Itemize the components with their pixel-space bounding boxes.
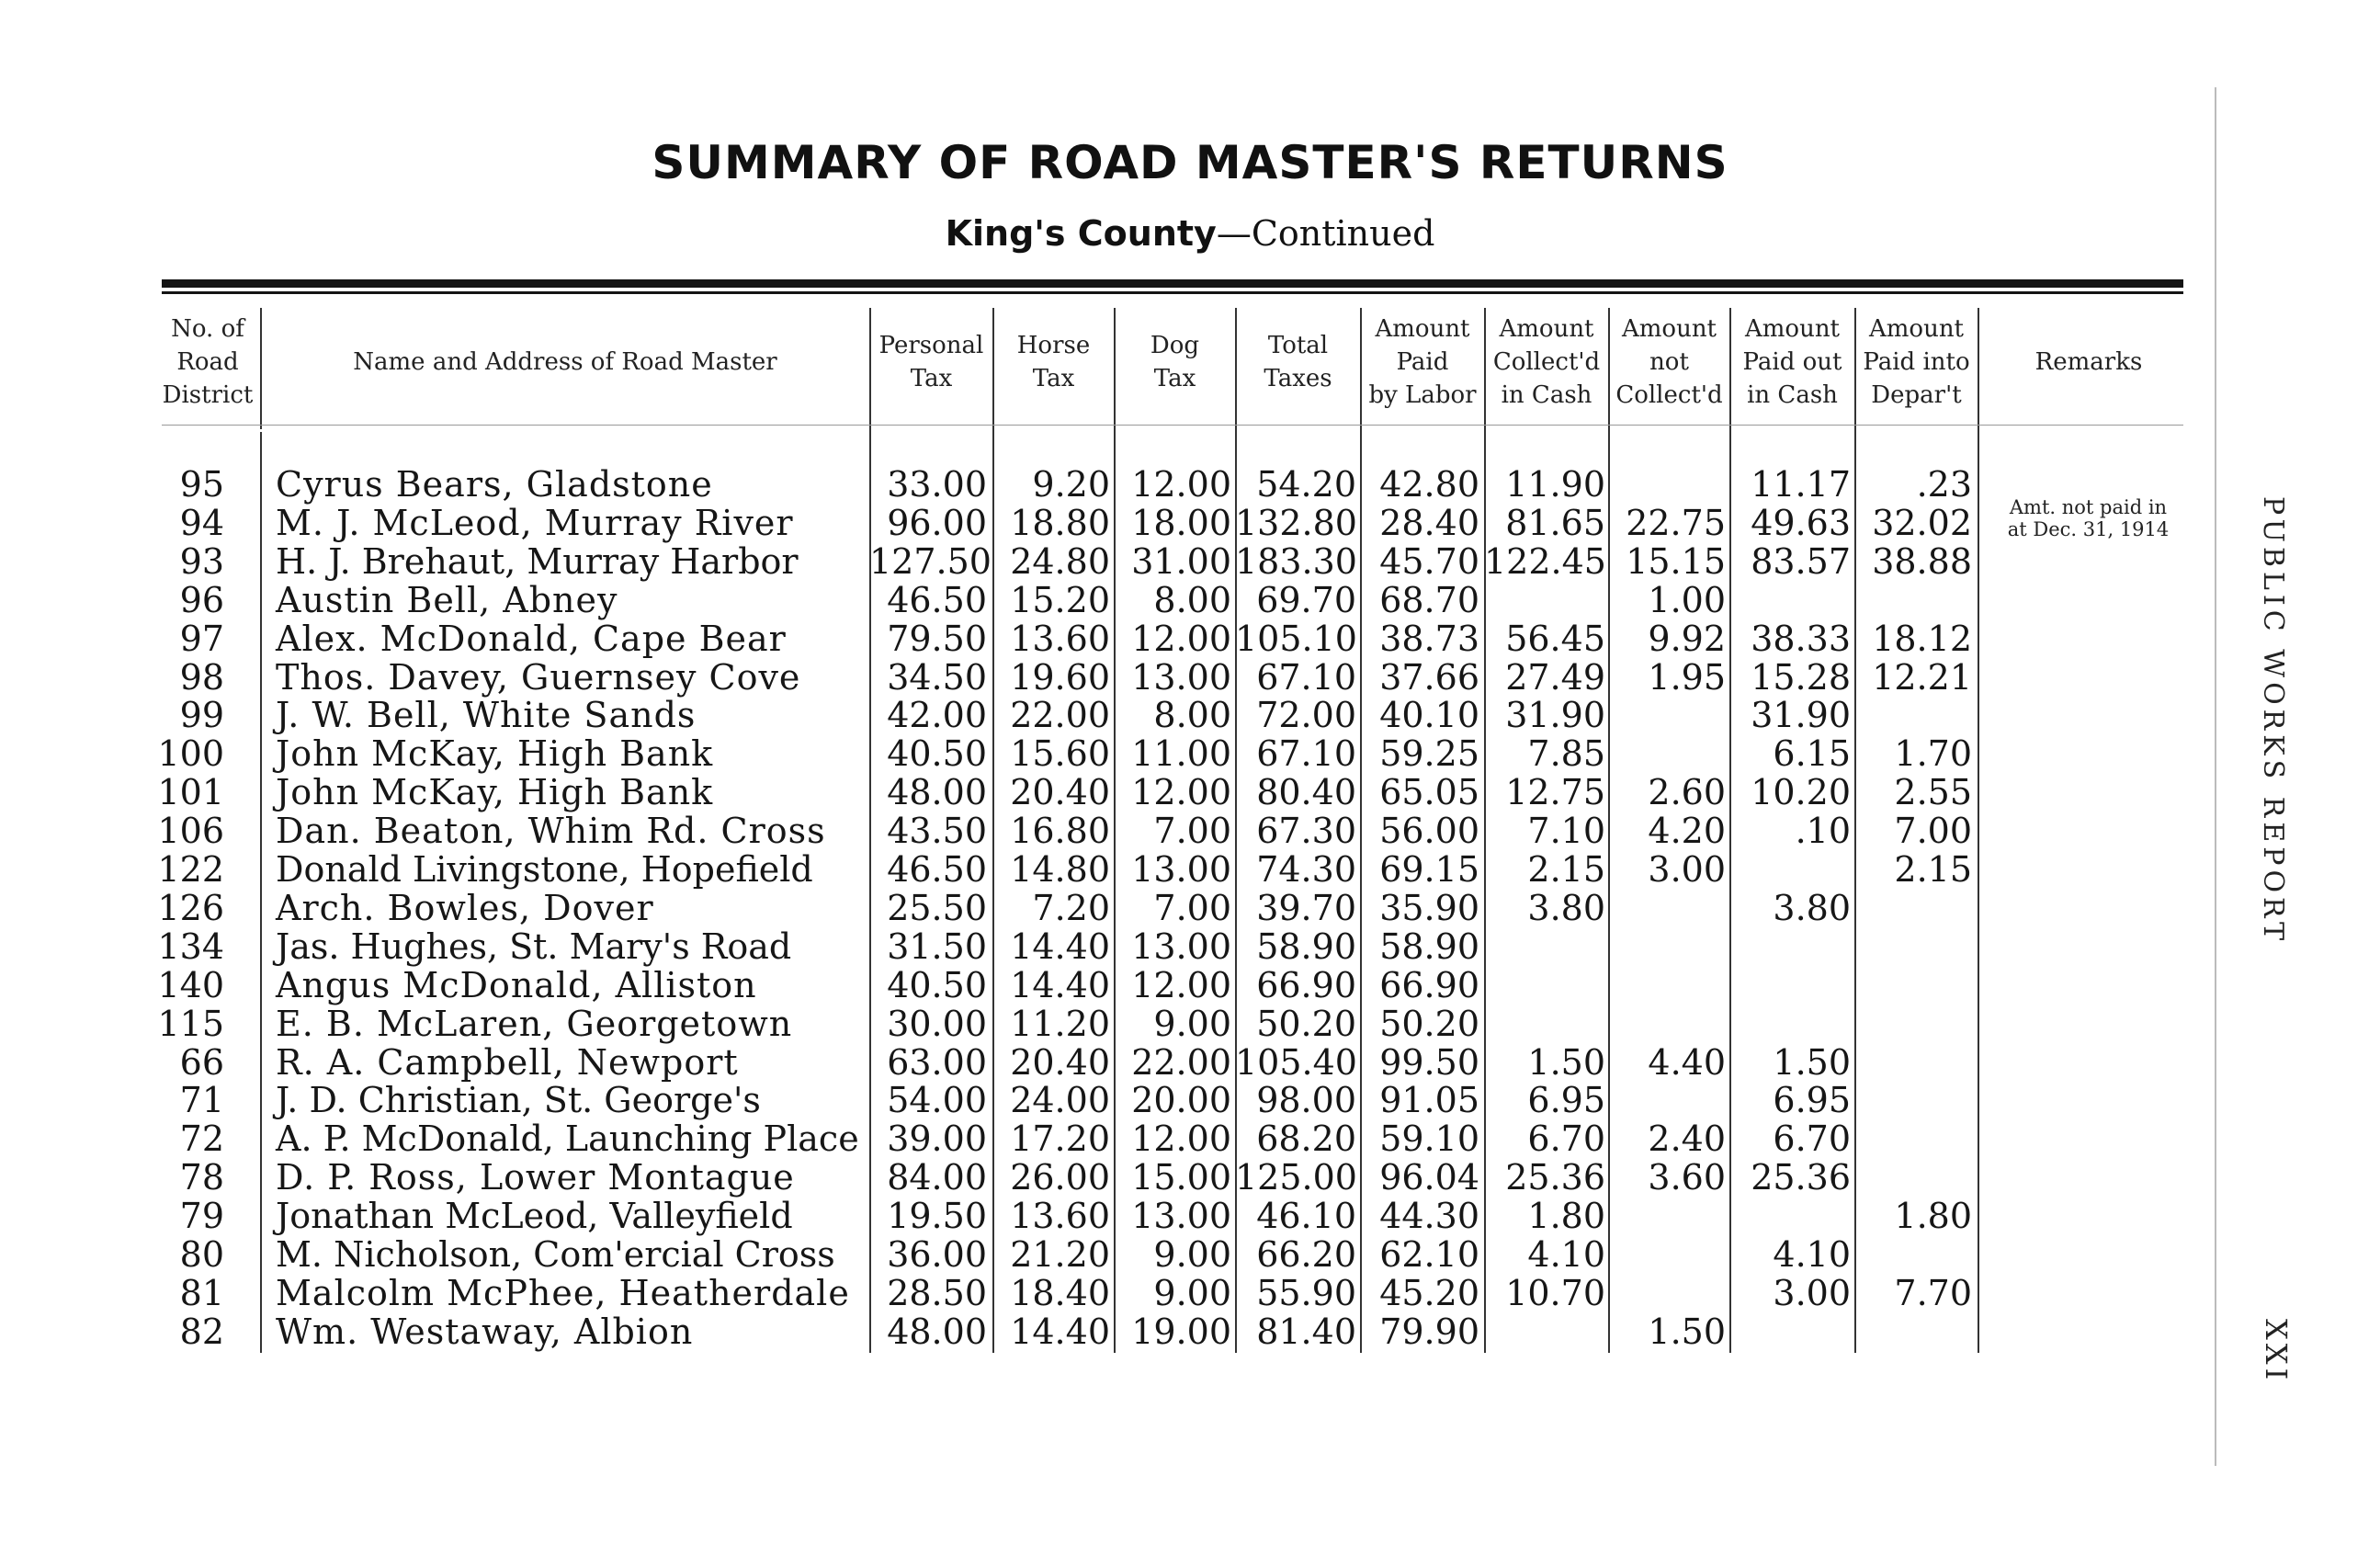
cell-collected: 31.90 [1505,695,1605,736]
road-master-name: H. J. Brehaut, Murray Harbor [276,540,799,582]
cell-total: 46.10 [1256,1196,1356,1237]
cell-not-collected: 1.95 [1648,656,1726,698]
cell-personal: 31.50 [887,925,987,967]
cell-paid-into: 32.02 [1872,502,1972,543]
cell-personal: 96.00 [887,502,987,543]
cell-labor: 44.30 [1379,1196,1479,1237]
county-name: King's County [945,213,1217,254]
district-number: 115 [157,1003,224,1044]
cell-labor: 50.20 [1379,1003,1479,1044]
cell-labor: 37.66 [1379,656,1479,698]
cell-total: 67.10 [1256,733,1356,775]
cell-labor: 59.25 [1379,733,1479,775]
header-line: Paid into [1863,348,1970,376]
page-title: SUMMARY OF ROAD MASTER'S RETURNS [652,136,1728,189]
header-collected-cash [1485,312,1608,412]
cell-collected: 27.49 [1505,656,1605,698]
road-master-name: M. Nicholson, Com'ercial Cross [276,1234,835,1275]
cell-personal: 25.50 [887,887,987,928]
cell-total: 80.40 [1256,772,1356,813]
district-number: 79 [179,1196,224,1237]
cell-paid-into: 7.70 [1894,1272,1972,1313]
road-master-name: Cyrus Bears, Gladstone [276,464,713,505]
cell-not-collected: 4.20 [1648,811,1726,852]
cell-total: 67.30 [1256,811,1356,852]
cell-collected: 81.65 [1505,502,1605,543]
header-line: Collect'd [1615,381,1723,409]
cell-collected: 7.85 [1527,733,1605,775]
header-line: in Cash [1501,381,1592,409]
cell-paid-out: 10.20 [1751,772,1851,813]
district-number: 106 [157,811,224,852]
cell-paid-into: 12.21 [1872,656,1972,698]
cell-horse: 17.20 [1010,1118,1110,1160]
header-not-collected [1609,312,1729,412]
road-master-name: Wm. Westaway, Albion [276,1311,694,1352]
cell-horse: 14.40 [1010,964,1110,1005]
district-number: 99 [179,695,224,736]
cell-not-collected: 3.00 [1648,849,1726,890]
cell-paid-out: 6.70 [1773,1118,1851,1160]
page-subtitle [0,213,2380,254]
cell-dog: 8.00 [1153,579,1231,620]
header-line: not [1649,348,1689,376]
header-line: Depar't [1871,381,1962,409]
cell-collected: 7.10 [1527,811,1605,852]
cell-dog: 13.00 [1131,1196,1231,1237]
cell-total: 58.90 [1256,925,1356,967]
cell-collected: 56.45 [1505,618,1605,659]
header-line: Tax [1032,365,1075,392]
cell-horse: 13.60 [1010,618,1110,659]
cell-paid-out: 49.63 [1751,502,1851,543]
header-line: Horse [1016,332,1091,359]
cell-dog: 18.00 [1131,502,1231,543]
header-line: by Labor [1368,381,1477,409]
cell-dog: 11.00 [1131,733,1231,775]
cell-dog: 9.00 [1153,1003,1231,1044]
cell-paid-into: 1.70 [1894,733,1972,775]
district-number: 95 [179,464,224,505]
header-line: District [162,381,254,409]
cell-collected: 12.75 [1505,772,1605,813]
header-dog-tax [1115,329,1235,395]
cell-dog: 13.00 [1131,656,1231,698]
cell-personal: 33.00 [887,464,987,505]
cell-total: 50.20 [1256,1003,1356,1044]
cell-personal: 46.50 [887,579,987,620]
cell-not-collected: 1.50 [1648,1311,1726,1352]
cell-horse: 19.60 [1010,656,1110,698]
cell-personal: 40.50 [887,964,987,1005]
cell-not-collected: 1.00 [1648,579,1726,620]
table-row [0,889,2380,927]
cell-personal: 28.50 [887,1272,987,1313]
table-row [0,1005,2380,1043]
district-number: 81 [179,1272,224,1313]
header-line: Remarks [2034,348,2143,376]
cell-collected: 1.50 [1527,1041,1605,1083]
cell-collected: 1.80 [1527,1196,1605,1237]
cell-labor: 40.10 [1379,695,1479,736]
cell-dog: 19.00 [1131,1311,1231,1352]
cell-horse: 22.00 [1010,695,1110,736]
road-master-name: Donald Livingstone, Hopefield [276,849,813,890]
table-row [0,734,2380,773]
cell-dog: 12.00 [1131,964,1231,1005]
cell-collected: 2.15 [1527,849,1605,890]
cell-dog: 7.00 [1153,811,1231,852]
district-number: 126 [157,887,224,928]
cell-paid-into: 2.15 [1894,849,1972,890]
remarks-note [1976,496,2201,540]
cell-total: 105.40 [1235,1041,1357,1083]
cell-paid-out: 38.33 [1751,618,1851,659]
cell-paid-out: 6.15 [1773,733,1851,775]
cell-paid-into: 1.80 [1894,1196,1972,1237]
district-number: 122 [157,849,224,890]
road-master-name: R. A. Campbell, Newport [276,1041,739,1083]
cell-labor: 38.73 [1379,618,1479,659]
cell-horse: 15.60 [1010,733,1110,775]
cell-horse: 14.40 [1010,925,1110,967]
cell-total: 183.30 [1235,540,1357,582]
cell-total: 98.00 [1256,1080,1356,1121]
header-horse-tax [993,329,1114,395]
road-master-name: Arch. Bowles, Dover [276,887,654,928]
remark-line: Amt. not paid in [2009,496,2168,518]
road-master-name: J. W. Bell, White Sands [276,695,697,736]
cell-paid-out: 31.90 [1751,695,1851,736]
district-number: 100 [157,733,224,775]
cell-paid-into: 2.55 [1894,772,1972,813]
table-row [0,542,2380,581]
cell-paid-out: 3.80 [1773,887,1851,928]
district-number: 78 [179,1157,224,1198]
cell-horse: 15.20 [1010,579,1110,620]
cell-total: 81.40 [1256,1311,1356,1352]
header-paid-by-labor [1361,312,1484,412]
table-row [0,1119,2380,1158]
cell-paid-out: 25.36 [1751,1157,1851,1198]
cell-labor: 65.05 [1379,772,1479,813]
header-line: Amount [1375,315,1470,343]
road-master-name: John McKay, High Bank [276,733,714,775]
cell-labor: 66.90 [1379,964,1479,1005]
cell-paid-out: 4.10 [1773,1234,1851,1275]
header-district [156,312,259,412]
district-number: 97 [179,618,224,659]
district-number: 82 [179,1311,224,1352]
cell-total: 132.80 [1235,502,1357,543]
cell-labor: 45.20 [1379,1272,1479,1313]
cell-dog: 12.00 [1131,1118,1231,1160]
cell-not-collected: 2.40 [1648,1118,1726,1160]
cell-collected: 4.10 [1527,1234,1605,1275]
district-number: 93 [179,540,224,582]
header-line: Dog [1150,332,1200,359]
cell-personal: 54.00 [887,1080,987,1121]
road-master-name: Jonathan McLeod, Valleyfield [276,1196,793,1237]
cell-dog: 22.00 [1131,1041,1231,1083]
cell-total: 105.10 [1235,618,1357,659]
cell-total: 66.20 [1256,1234,1356,1275]
district-number: 71 [179,1080,224,1121]
table-row [0,812,2380,850]
cell-collected: 3.80 [1527,887,1605,928]
cell-personal: 79.50 [887,618,987,659]
header-line: Tax [1153,365,1196,392]
cell-collected: 122.45 [1484,540,1606,582]
table-row [0,773,2380,812]
cell-horse: 13.60 [1010,1196,1110,1237]
header-paid-out-cash [1730,312,1854,412]
header-remarks [1978,346,2199,379]
cell-dog: 12.00 [1131,618,1231,659]
header-line: Amount [1868,315,1965,343]
cell-dog: 13.00 [1131,849,1231,890]
cell-dog: 12.00 [1131,464,1231,505]
road-master-name: Dan. Beaton, Whim Rd. Cross [276,811,826,852]
table-row [0,1081,2380,1119]
cell-paid-out: 6.95 [1773,1080,1851,1121]
cell-total: 67.10 [1256,656,1356,698]
district-number: 72 [179,1118,224,1160]
cell-dog: 20.00 [1131,1080,1231,1121]
table-row [0,1235,2380,1274]
cell-labor: 96.04 [1379,1157,1479,1198]
header-personal-tax [870,329,992,395]
cell-horse: 16.80 [1010,811,1110,852]
cell-horse: 14.80 [1010,849,1110,890]
cell-collected: 6.95 [1527,1080,1605,1121]
cell-dog: 9.00 [1153,1234,1231,1275]
cell-personal: 46.50 [887,849,987,890]
cell-labor: 45.70 [1379,540,1479,582]
road-master-name: J. D. Christian, St. George's [276,1080,761,1121]
header-line: Tax [910,365,953,392]
header-line: Amount [1499,315,1594,343]
cell-horse: 11.20 [1010,1003,1110,1044]
header-line: Name and Address of Road Master [353,348,777,376]
table-row [0,927,2380,966]
cell-total: 68.20 [1256,1118,1356,1160]
cell-horse: 18.80 [1010,502,1110,543]
cell-collected: 10.70 [1505,1272,1605,1313]
header-line: Road [176,348,239,376]
district-number: 66 [179,1041,224,1083]
cell-paid-out: 1.50 [1773,1041,1851,1083]
cell-paid-into: 18.12 [1872,618,1972,659]
road-master-name: E. B. McLaren, Georgetown [276,1003,793,1044]
cell-dog: 8.00 [1153,695,1231,736]
cell-horse: 20.40 [1010,772,1110,813]
cell-personal: 43.50 [887,811,987,852]
cell-not-collected: 2.60 [1648,772,1726,813]
header-line: Paid out [1742,348,1842,376]
cell-labor: 35.90 [1379,887,1479,928]
header-paid-into-dept [1855,312,1978,412]
cell-labor: 69.15 [1379,849,1479,890]
cell-personal: 34.50 [887,656,987,698]
cell-not-collected: 4.40 [1648,1041,1726,1083]
cell-total: 66.90 [1256,964,1356,1005]
cell-paid-out: 11.17 [1751,464,1851,505]
cell-total: 125.00 [1235,1157,1357,1198]
cell-labor: 79.90 [1379,1311,1479,1352]
cell-labor: 99.50 [1379,1041,1479,1083]
cell-paid-out: 15.28 [1751,656,1851,698]
table-row [0,1274,2380,1312]
table-row [0,619,2380,658]
cell-paid-out: 83.57 [1751,540,1851,582]
thick-rule [162,279,2183,288]
header-line: Taxes [1264,365,1332,392]
cell-total: 69.70 [1256,579,1356,620]
cell-horse: 9.20 [1032,464,1110,505]
cell-horse: 7.20 [1032,887,1110,928]
cell-not-collected: 22.75 [1626,502,1726,543]
side-running-title: PUBLIC WORKS REPORT [2257,496,2289,946]
cell-dog: 7.00 [1153,887,1231,928]
cell-horse: 24.00 [1010,1080,1110,1121]
road-master-name: M. J. McLeod, Murray River [276,502,794,543]
cell-labor: 68.70 [1379,579,1479,620]
cell-paid-into: 7.00 [1894,811,1972,852]
cell-labor: 59.10 [1379,1118,1479,1160]
cell-total: 54.20 [1256,464,1356,505]
cell-personal: 48.00 [887,772,987,813]
cell-total: 55.90 [1256,1272,1356,1313]
header-line: Total [1267,332,1329,359]
cell-paid-out: .10 [1795,811,1851,852]
table-row [0,1043,2380,1082]
header-line: Collect'd [1492,348,1601,376]
cell-total: 72.00 [1256,695,1356,736]
header-line: Personal [878,332,984,359]
cell-horse: 21.20 [1010,1234,1110,1275]
cell-paid-out: 3.00 [1773,1272,1851,1313]
cell-dog: 12.00 [1131,772,1231,813]
cell-dog: 15.00 [1131,1157,1231,1198]
cell-horse: 26.00 [1010,1157,1110,1198]
cell-personal: 19.50 [887,1196,987,1237]
district-number: 96 [179,579,224,620]
table-row [0,1312,2380,1351]
table-row [0,581,2380,619]
cell-labor: 56.00 [1379,811,1479,852]
header-name [261,346,869,379]
district-number: 101 [157,772,224,813]
road-master-name: Thos. Davey, Guernsey Cove [276,656,801,698]
cell-collected: 6.70 [1527,1118,1605,1160]
header-bottom-rule [162,425,2183,426]
remark-line: at Dec. 31, 1914 [2007,518,2170,540]
cell-personal: 48.00 [887,1311,987,1352]
cell-personal: 39.00 [887,1118,987,1160]
cell-total: 39.70 [1256,887,1356,928]
cell-horse: 24.80 [1010,540,1110,582]
cell-dog: 13.00 [1131,925,1231,967]
header-total-taxes [1236,329,1360,395]
cell-horse: 14.40 [1010,1311,1110,1352]
road-master-name: John McKay, High Bank [276,772,714,813]
cell-not-collected: 9.92 [1648,618,1726,659]
road-master-name: Angus McDonald, Alliston [276,964,757,1005]
cell-horse: 20.40 [1010,1041,1110,1083]
cell-collected: 25.36 [1505,1157,1605,1198]
header-line: No. of [171,315,244,343]
cell-labor: 28.40 [1379,502,1479,543]
road-master-name: Jas. Hughes, St. Mary's Road [276,925,792,967]
cell-dog: 9.00 [1153,1272,1231,1313]
cell-paid-into: 38.88 [1872,540,1972,582]
table-row [0,658,2380,697]
cell-total: 74.30 [1256,849,1356,890]
cell-not-collected: 15.15 [1626,540,1726,582]
thin-rule [162,291,2183,294]
cell-personal: 30.00 [887,1003,987,1044]
road-master-name: D. P. Ross, Lower Montague [276,1157,795,1198]
table-row [0,850,2380,889]
header-line: Amount [1744,315,1841,343]
road-master-name: Austin Bell, Abney [276,579,618,620]
district-number: 134 [157,925,224,967]
table-row [0,696,2380,734]
cell-personal: 40.50 [887,733,987,775]
cell-personal: 36.00 [887,1234,987,1275]
cell-labor: 58.90 [1379,925,1479,967]
cell-personal: 84.00 [887,1157,987,1198]
cell-labor: 62.10 [1379,1234,1479,1275]
district-number: 98 [179,656,224,698]
page-number: XXI [2259,1319,2294,1384]
cell-not-collected: 3.60 [1648,1157,1726,1198]
road-master-name: Malcolm McPhee, Heatherdale [276,1272,850,1313]
cell-personal: 127.50 [869,540,992,582]
header-line: Paid [1396,348,1449,376]
district-number: 80 [179,1234,224,1275]
cell-collected: 11.90 [1505,464,1605,505]
table-row [0,966,2380,1005]
cell-personal: 63.00 [887,1041,987,1083]
road-master-name: A. P. McDonald, Launching Place [276,1118,859,1160]
header-line: Amount [1621,315,1717,343]
table-row [0,1197,2380,1235]
district-number: 140 [157,964,224,1005]
cell-labor: 91.05 [1379,1080,1479,1121]
district-number: 94 [179,502,224,543]
cell-personal: 42.00 [887,695,987,736]
cell-paid-into: .23 [1916,464,1972,505]
cell-dog: 31.00 [1131,540,1231,582]
cell-labor: 42.80 [1379,464,1479,505]
cell-horse: 18.40 [1010,1272,1110,1313]
road-master-name: Alex. McDonald, Cape Bear [276,618,787,659]
continued-label: —Continued [1216,213,1435,254]
table-row [0,1158,2380,1197]
header-line: in Cash [1747,381,1838,409]
